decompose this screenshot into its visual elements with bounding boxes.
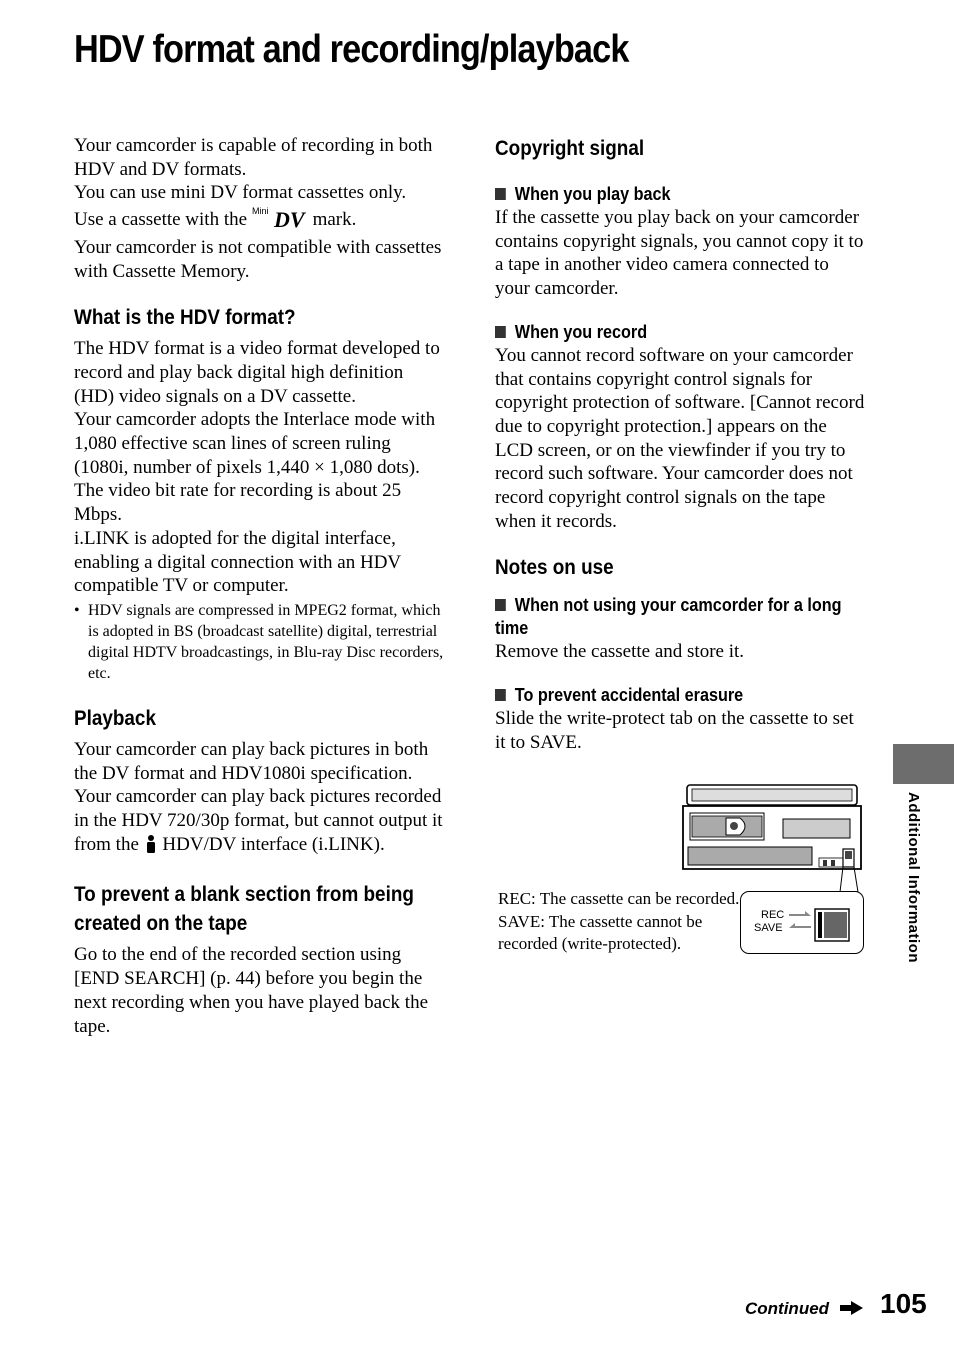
write-protect-tab-detail [740, 891, 864, 954]
write-protect-tab-icon [814, 908, 850, 942]
intro-text-mark [74, 205, 446, 236]
continued-label: Continued [745, 1299, 830, 1318]
page-title: HDV format and recording/playback [74, 28, 629, 71]
hdv-heading: What is the HDV format? [74, 306, 296, 330]
square-bullet-icon [495, 689, 506, 701]
record-subheading: When you record [495, 321, 828, 344]
caption-rec: REC: The cassette can be recorded. [498, 889, 740, 908]
square-bullet-icon [495, 326, 506, 338]
caption-save: SAVE: The cassette cannot be recorded (write-protected). [498, 911, 703, 953]
hdv-paragraph-4: i.LINK is adopted for the digital interface, enabling a digital connection with an HDV compatible TV or computer. [74, 527, 401, 597]
hdv-paragraph-1: The HDV format is a video format developed to record and play back digital high definition (HD) video signals on a DV cassette. [74, 338, 440, 407]
square-bullet-icon [495, 188, 506, 200]
hdv-bullet: • HDV signals are compressed in MPEG2 format, which is adopted in BS (broadcast satellite) digital, terrestrial digital HDTV broadcastings, in Blu-ray Disc recorders, etc. [74, 601, 444, 682]
hdv-paragraph-3: The video bit rate for recording is about 25 Mbps. [74, 480, 402, 526]
section-tab-marker [893, 744, 954, 784]
record-paragraph: You cannot record software on your camcorder that contains copyright control signals for copyright protection of software. [Cannot record due to copyright protection.] appears on the LCD screen, or on the viewfinder if you try to record such software. Your camcorder does not record copyright control signals on the tape when it records. [495, 344, 865, 532]
page-number: 105 [880, 1288, 927, 1319]
playback-p2-before: Your camcorder can play back pictures recorded in the HDV 720/30p format, but cannot output it from the [74, 786, 443, 855]
intro-mark-after: mark. [307, 209, 357, 231]
minidv-logo-small: Mini [251, 206, 269, 217]
playback-paragraph-2 [74, 785, 446, 860]
left-column [74, 134, 446, 1038]
copyright-heading: Copyright signal [495, 137, 645, 160]
continued-arrow-icon [840, 1301, 864, 1315]
play-back-paragraph: If the cassette you play back on your camcorder contains copyright signals, you cannot copy it to a tape in another video camera connected to your camcorder. [495, 207, 864, 300]
play-back-subheading: When you play back [495, 183, 828, 206]
right-column [495, 134, 865, 755]
playback-p2-after: HDV/DV interface (i.LINK). [157, 833, 385, 855]
cassette-caption [498, 888, 748, 956]
hdv-bullet-text: HDV signals are compressed in MPEG2 format, which is adopted in BS (broadcast satellite) digital, terrestrial digital HDTV broadcastings, in Blu-ray Disc recorders, etc. [88, 601, 444, 682]
ilink-icon [144, 834, 158, 861]
erasure-subheading: To prevent accidental erasure [495, 684, 828, 707]
intro-mark-before: Use a cassette with the [74, 209, 252, 231]
blank-section-paragraph: Go to the end of the recorded section using [END SEARCH] (p. 44) before you begin the next recording when you have played back the tape. [74, 944, 429, 1037]
notes-heading: Notes on use [495, 556, 614, 580]
minidv-logo-big: DV [273, 207, 305, 230]
intro-text-3: Your camcorder is not compatible with cassettes with Cassette Memory. [74, 236, 442, 282]
playback-heading: Playback [74, 706, 156, 730]
not-using-subheading: When not using your camcorder for a long time [495, 595, 842, 639]
intro-text-2: You can use mini DV format cassettes only. [74, 182, 407, 204]
minidv-logo-icon [252, 205, 308, 236]
erasure-paragraph: Slide the write-protect tab on the cassette to set it to SAVE. [495, 708, 854, 753]
playback-paragraph-1: Your camcorder can play back pictures in both the DV format and HDV1080i specification. [74, 738, 429, 784]
blank-section-heading: To prevent a blank section from being created on the tape [74, 883, 414, 936]
hdv-paragraph-2: Your camcorder adopts the Interlace mode with 1,080 effective scan lines of screen ruling (1080i, number of pixels 1,440 × 1,080 dots). [74, 409, 436, 478]
intro-text-1: Your camcorder is capable of recording in both HDV and DV formats. [74, 135, 433, 180]
cassette-illustration [680, 784, 864, 899]
rec-label: REC [761, 909, 785, 921]
side-section-label: Additional Information [905, 792, 922, 963]
square-bullet-icon [495, 599, 506, 611]
not-using-paragraph: Remove the cassette and store it. [495, 641, 745, 663]
tab-direction-arrows-icon [789, 911, 813, 935]
save-label: SAVE [754, 922, 783, 934]
